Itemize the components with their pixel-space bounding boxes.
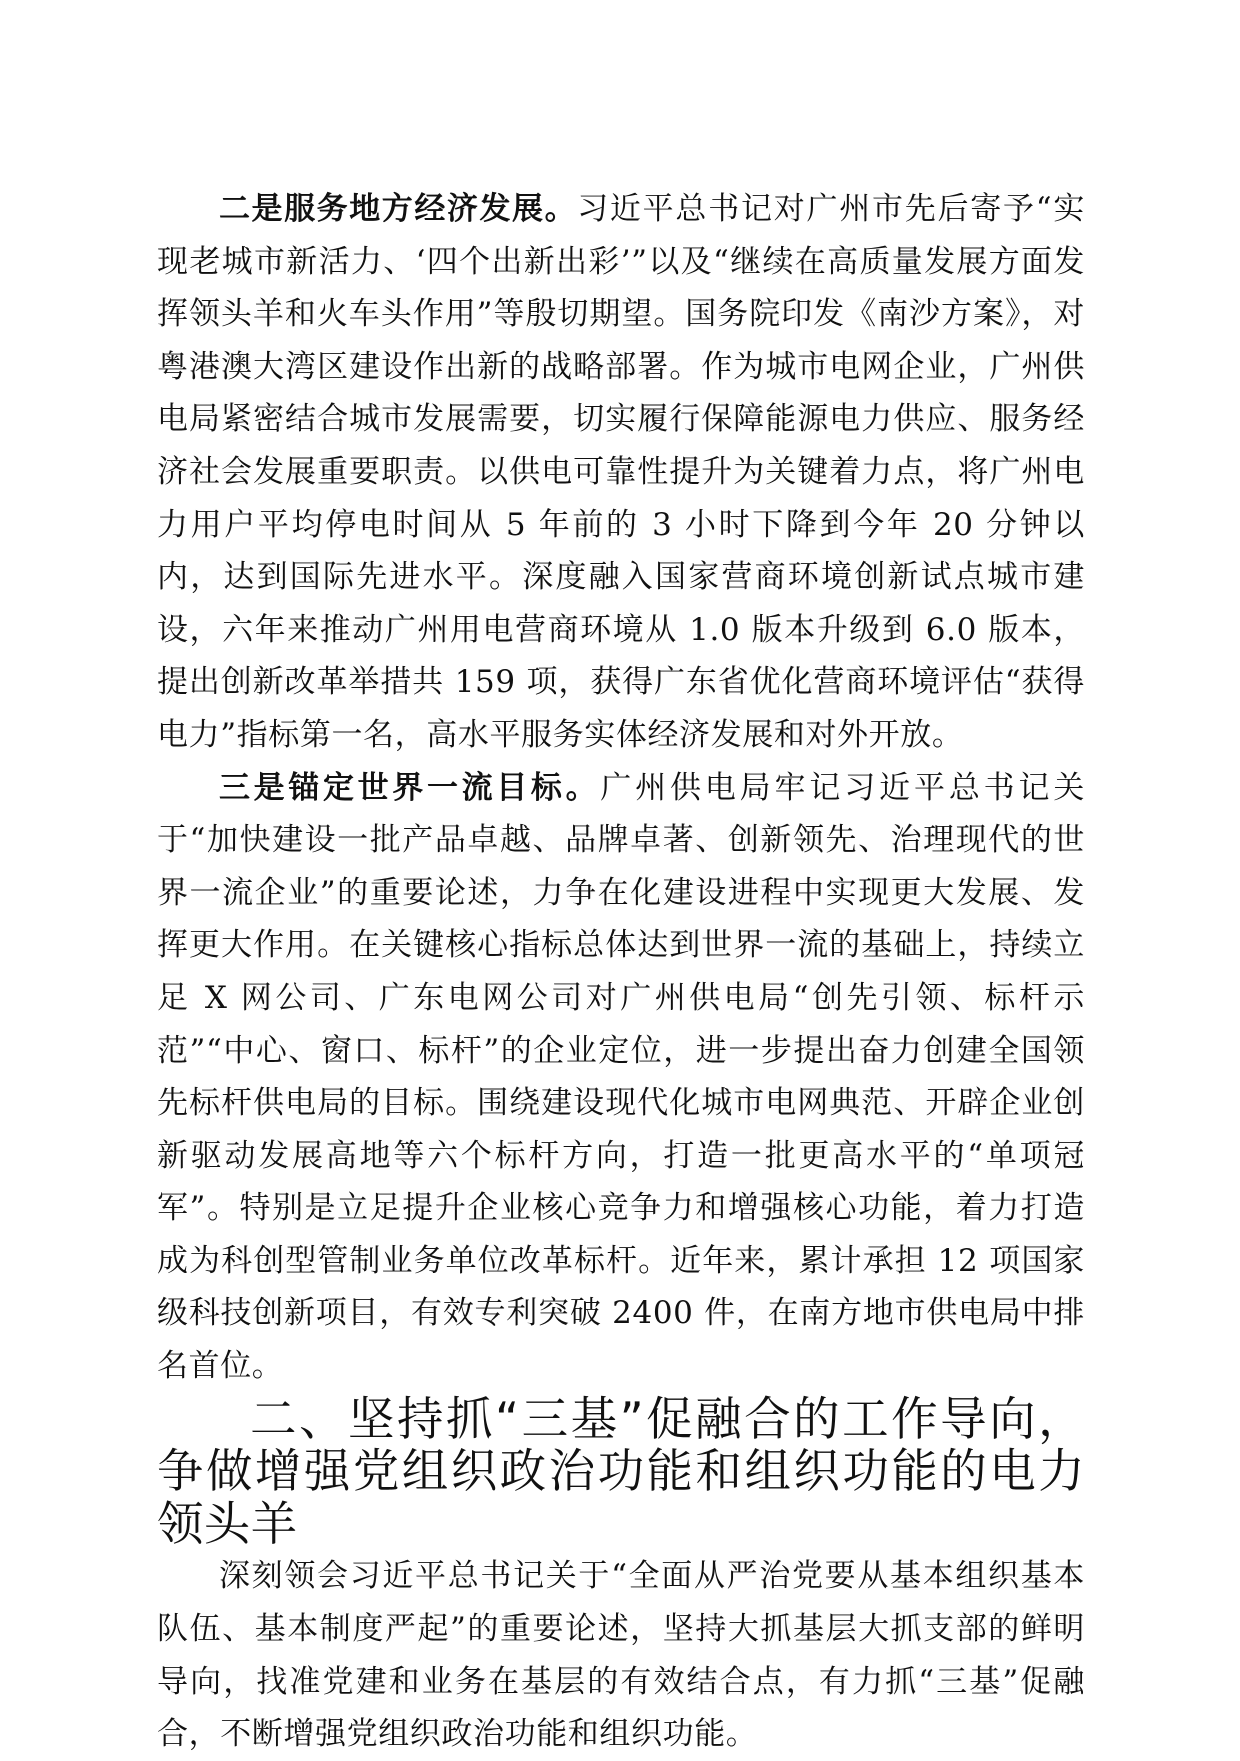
document-page	[157, 183, 1085, 1761]
paragraph-lead-economic-development: 二是服务地方经济发展。	[219, 191, 578, 227]
section-heading: 二、坚持抓“三基”促融合的工作导向，争做增强党组织政治功能和组织功能的电力领头羊	[157, 1391, 1085, 1551]
paragraph-body-world-class-goal: 广州供电局牢记习近平总书记关于“加快建设一批产品卓越、品牌卓著、创新领先、治理现代的世界一流企业”的重要论述，力争在化建设进程中实现更大发展、发挥更大作用。在关键核心指标总体达到世界一流的基础上，持续立足 X 网公司、广东电网公司对广州供电局“创先引领、标杆示范”“中心、窗口、标杆”的企业定位，进一步提出奋力创建全国领先标杆供电局的目标。围绕建设现代化城市电网典范、开辟企业创新驱动发展高地等六个标杆方向，打造一批更高水平的“单项冠军”。特别是立足提升企业核心竞争力和增强核心功能，着力打造成为科创型管制业务单位改革标杆。近年来，累计承担 12 项国家级科技创新项目，有效专利突破 2400 件，在南方地市供电局中排名首位。	[157, 769, 1085, 1385]
paragraph-world-class-goal	[157, 762, 1085, 1393]
paragraph-closing: 深刻领会习近平总书记关于“全面从严治党要从基本组织基本队伍、基本制度严起”的重要论述，坚持大抓基层大抓支部的鲜明导向，找准党建和业务在基层的有效结合点，有力抓“三基”促融合，不断增强党组织政治功能和组织功能。	[157, 1558, 1085, 1753]
paragraph-body-economic-development: 习近平总书记对广州市先后寄予“实现老城市新活力、‘四个出新出彩’”以及“继续在高质量发展方面发挥领头羊和火车头作用”等殷切期望。国务院印发《南沙方案》，对粤港澳大湾区建设作出新的战略部署。作为城市电网企业，广州供电局紧密结合城市发展需要，切实履行保障能源电力供应、服务经济社会发展重要职责。以供电可靠性提升为关键着力点，将广州电力用户平均停电时间从 5 年前的 3 小时下降到今年 20 分钟以内，达到国际先进水平。深度融入国家营商环境创新试点城市建设，六年来推动广州用电营商环境从 1.0 版本升级到 6.0 版本，提出创新改革举措共 159 项，获得广东省优化营商环境评估“获得电力”指标第一名，高水平服务实体经济发展和对外开放。	[157, 191, 1085, 753]
paragraph-lead-world-class-goal: 三是锚定世界一流目标。	[219, 769, 601, 806]
paragraph-economic-development	[157, 183, 1085, 762]
